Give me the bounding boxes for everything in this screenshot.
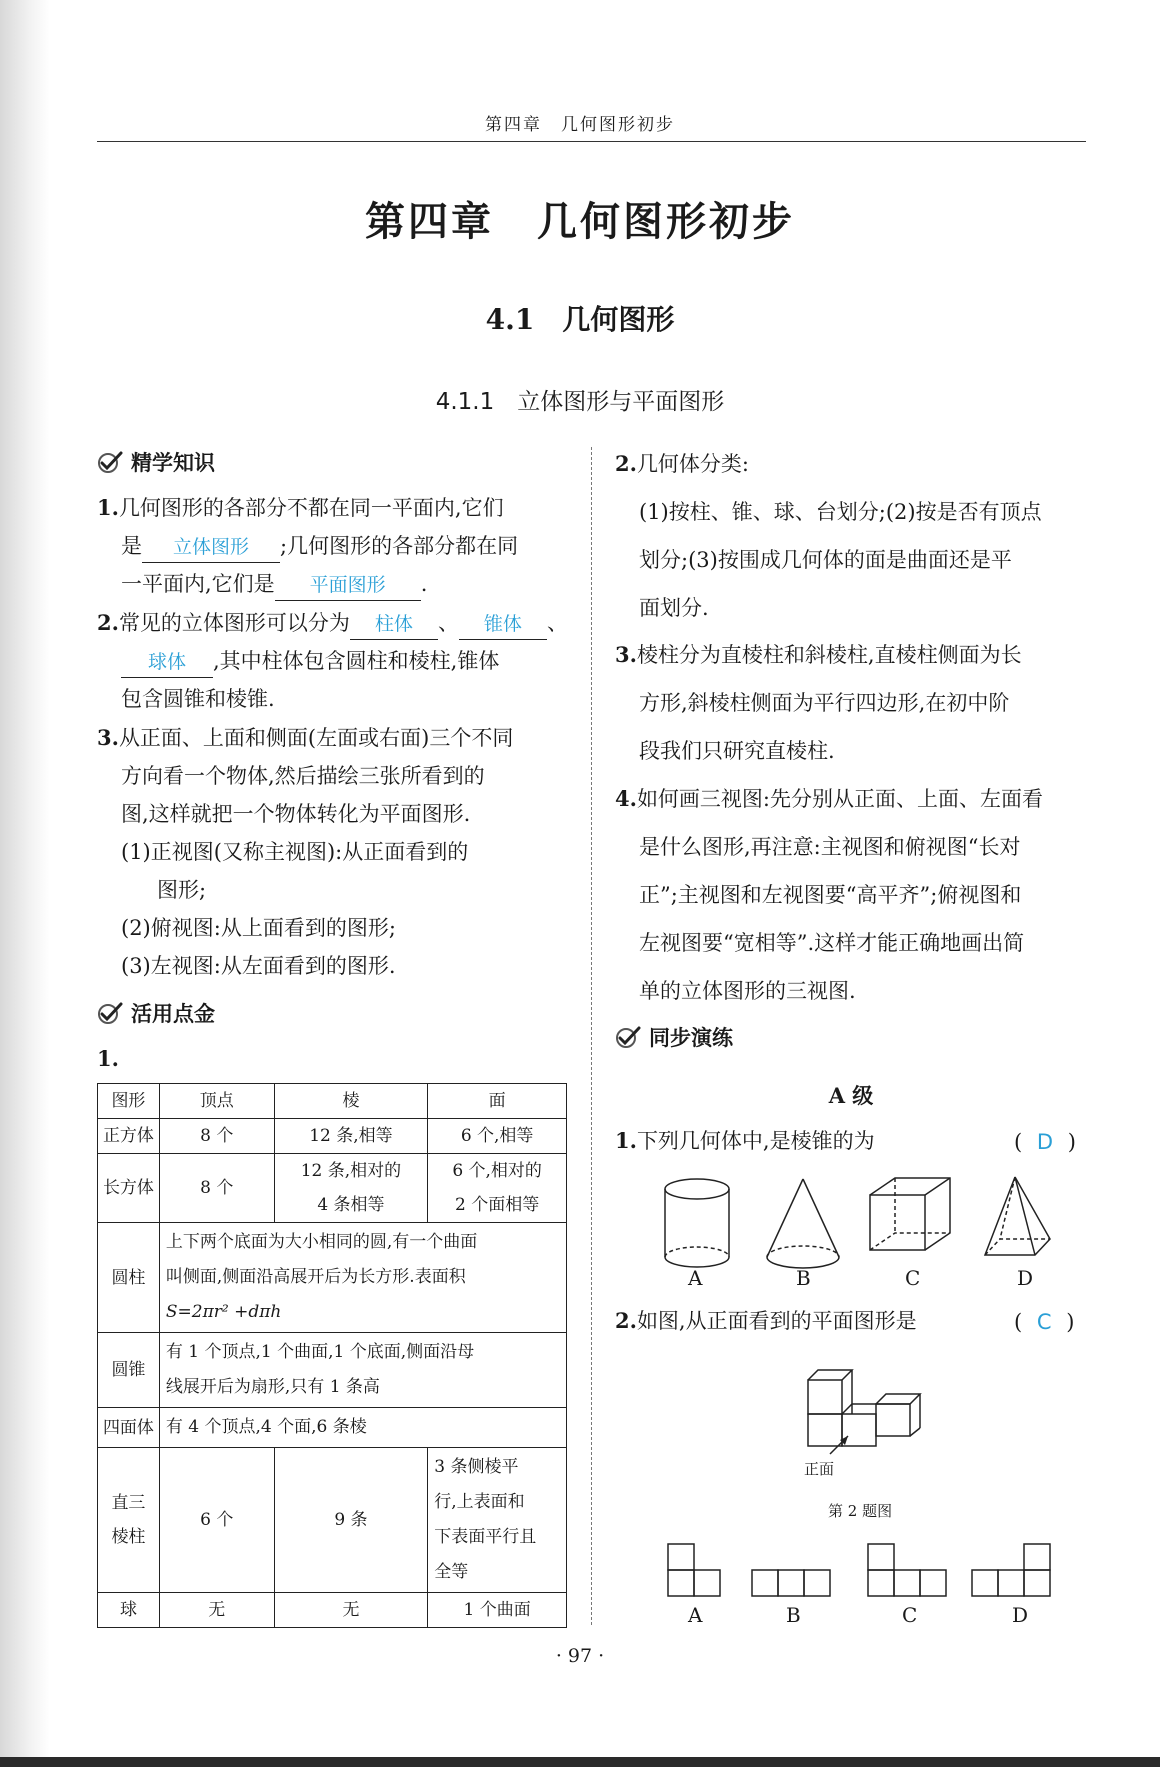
- cell-line: 线展开后为扇形,只有 1 条高: [165, 1377, 380, 1397]
- text: .: [420, 572, 428, 596]
- option-label: A: [688, 1603, 703, 1627]
- item-number: 4.: [615, 786, 637, 811]
- table-row: [98, 1408, 567, 1448]
- table-row: [98, 1448, 567, 1593]
- text: 划分;(3)按围成几何体的面是曲面还是平: [639, 548, 1012, 572]
- cell: 1 个曲面: [428, 1593, 567, 1628]
- option-d-shape: [972, 1544, 1050, 1596]
- text: 从正面、上面和侧面(左面或右面)三个不同: [118, 726, 514, 750]
- text: (2)俯视图:从上面看到的图形;: [121, 916, 396, 940]
- option-label: A: [688, 1266, 703, 1290]
- text: 图形;: [157, 878, 207, 902]
- item-number: 3.: [615, 642, 637, 667]
- cell: 有 4 个顶点,4 个面,6 条棱: [159, 1408, 566, 1448]
- answer-blank: 球体: [121, 647, 213, 678]
- text: 常见的立体图形可以分为: [118, 611, 350, 635]
- cell: 12 条,相等: [274, 1119, 428, 1154]
- q2-cube-stack-figure: [800, 1358, 925, 1458]
- cone-shape: [767, 1179, 839, 1268]
- practice-heading-text: 同步演练: [649, 1026, 733, 1050]
- text: ,其中柱体包含圆柱和棱柱,锥体: [213, 649, 500, 673]
- header-cell: 图形: [98, 1084, 160, 1119]
- answer-blank: 柱体: [350, 609, 438, 640]
- q1-solids-figure: [655, 1175, 1075, 1285]
- cell-line: 全等: [434, 1562, 469, 1582]
- answer-bracket: [1014, 1310, 1074, 1334]
- applied-heading-text: 活用点金: [131, 1002, 215, 1026]
- option-a-shape: [668, 1544, 720, 1596]
- cell-line: 直三: [111, 1493, 146, 1513]
- text: 、: [546, 611, 568, 635]
- text: 方形,斜棱柱侧面为平行四边形,在初中阶: [639, 691, 1010, 715]
- answer: D: [1036, 1130, 1054, 1154]
- option-label: D: [1012, 1603, 1029, 1627]
- answer-blank: 平面图形: [275, 570, 421, 601]
- text: 包含圆锥和棱锥.: [121, 687, 275, 711]
- cell: [274, 1154, 428, 1223]
- question-text: 如图,从正面看到的平面图形是: [636, 1309, 917, 1333]
- cell-line: 有 1 个顶点,1 个曲面,1 个底面,侧面沿母: [165, 1342, 475, 1362]
- cell-line: 上下两个底面为大小相同的圆,有一个曲面: [165, 1232, 478, 1252]
- text: (3)左视图:从左面看到的图形.: [121, 954, 396, 978]
- table-row: [98, 1119, 567, 1154]
- answer-blank: 立体图形: [142, 532, 280, 563]
- check-badge-icon: [97, 449, 123, 475]
- cell: 圆柱: [98, 1223, 160, 1333]
- cell-line: 6 个,相对的: [452, 1161, 542, 1181]
- practice-heading: [615, 1022, 733, 1052]
- cell-line: S=2πr² +dπh: [165, 1302, 282, 1322]
- text: 方向看一个物体,然后描绘三张所看到的: [121, 764, 485, 788]
- text: 正”;主视图和左视图要“高平齐”;俯视图和: [639, 883, 1022, 907]
- table-row: [98, 1593, 567, 1628]
- answer-bracket: [1014, 1130, 1076, 1154]
- check-badge-icon: [615, 1024, 641, 1050]
- right-item-3: [615, 631, 1085, 775]
- text: 面划分.: [639, 596, 709, 620]
- text: 如何画三视图:先分别从正面、上面、左面看: [636, 787, 1044, 811]
- table-row: [98, 1154, 567, 1223]
- question-2: [615, 1302, 917, 1340]
- cell-line: 2 个面相等: [455, 1195, 540, 1215]
- knowledge-item-1: [97, 489, 577, 603]
- item-number: 2.: [97, 610, 119, 635]
- knowledge-heading-text: 精学知识: [131, 451, 215, 475]
- cell: 6 个,相等: [428, 1119, 567, 1154]
- cell-line: 12 条,相对的: [300, 1161, 402, 1181]
- text: 几何图形的各部分不都在同一平面内,它们: [118, 496, 504, 520]
- cell: [428, 1448, 567, 1593]
- geometry-table: [97, 1083, 567, 1628]
- running-header: 第四章 几何图形初步: [485, 115, 675, 135]
- option-b-shape: [752, 1570, 830, 1596]
- cell: 球: [98, 1593, 160, 1628]
- applied-heading: [97, 998, 215, 1028]
- bracket-open: (: [1014, 1130, 1023, 1154]
- column-divider: [591, 447, 592, 1625]
- cell: 9 条: [274, 1448, 428, 1593]
- front-label: 正面: [804, 1460, 835, 1478]
- cylinder-shape: [665, 1179, 729, 1267]
- knowledge-item-3: [97, 719, 577, 985]
- item-number: 3.: [97, 725, 119, 750]
- table-row: [98, 1223, 567, 1333]
- check-badge-icon: [97, 1000, 123, 1026]
- bottom-edge: [0, 1757, 1160, 1767]
- bracket-close: ): [1067, 1130, 1076, 1154]
- text: 段我们只研究直棱柱.: [639, 739, 835, 763]
- text: 单的立体图形的三视图.: [639, 979, 856, 1003]
- cell: [159, 1223, 566, 1333]
- option-label: C: [905, 1266, 921, 1290]
- q2-options-figure: [660, 1540, 1080, 1602]
- text: 左视图要“宽相等”.这样才能正确地画出简: [639, 931, 1025, 955]
- cell: 正方体: [98, 1119, 160, 1154]
- page-number: · 97 ·: [555, 1645, 605, 1667]
- cell-line: 下表面平行且: [434, 1527, 537, 1547]
- right-item-4: [615, 775, 1085, 1015]
- cell: [428, 1154, 567, 1223]
- cell-line: 棱柱: [111, 1527, 146, 1547]
- answer-blank: 锥体: [459, 609, 547, 640]
- bracket-open: (: [1014, 1310, 1023, 1334]
- figure-caption: 第 2 题图: [828, 1502, 893, 1520]
- subsection-title: 4.1.1 立体图形与平面图形: [435, 389, 725, 415]
- cell: 四面体: [98, 1408, 160, 1448]
- cell: 6 个: [159, 1448, 274, 1593]
- question-text: 下列几何体中,是棱锥的为: [636, 1129, 875, 1153]
- cell-line: 行,上表面和: [434, 1492, 525, 1512]
- cell: 圆锥: [98, 1333, 160, 1408]
- text: 是: [121, 534, 142, 558]
- text: ;几何图形的各部分都在同: [280, 534, 519, 558]
- cell-line: 4 条相等: [317, 1195, 385, 1215]
- table-header-row: [98, 1084, 567, 1119]
- question-1: [615, 1122, 875, 1160]
- header-cell: 顶点: [159, 1084, 274, 1119]
- item-number: 1.: [615, 1128, 637, 1153]
- section-title: 4.1 几何图形: [485, 303, 675, 336]
- cell: [98, 1448, 160, 1593]
- cell-line: 叫侧面,侧面沿高展开后为长方形.表面积: [165, 1267, 466, 1287]
- knowledge-item-2: [97, 604, 577, 718]
- text: 一平面内,它们是: [121, 572, 275, 596]
- chapter-title: 第四章 几何图形初步: [365, 199, 795, 245]
- cell: 长方体: [98, 1154, 160, 1223]
- header-cell: 棱: [274, 1084, 428, 1119]
- cell: 无: [274, 1593, 428, 1628]
- right-item-2: [615, 440, 1085, 632]
- knowledge-heading: [97, 447, 215, 477]
- item-number: 2.: [615, 451, 637, 476]
- text: 几何体分类:: [636, 452, 750, 476]
- option-label: B: [786, 1603, 801, 1627]
- header-rule: [97, 141, 1086, 142]
- option-label: C: [902, 1603, 918, 1627]
- level-label: A 级: [828, 1083, 874, 1108]
- option-label: D: [1017, 1266, 1034, 1290]
- text: 棱柱分为直棱柱和斜棱柱,直棱柱侧面为长: [636, 643, 1022, 667]
- cell: [159, 1333, 566, 1408]
- option-c-shape: [868, 1544, 946, 1596]
- book-spine-shadow: [0, 0, 50, 1767]
- text: 、: [437, 611, 459, 635]
- pyramid-shape: [985, 1177, 1050, 1255]
- text: 图,这样就把一个物体转化为平面图形.: [121, 802, 471, 826]
- item-number: 1.: [97, 495, 119, 520]
- text: (1)正视图(又称主视图):从正面看到的: [121, 840, 469, 864]
- table-row: [98, 1333, 567, 1408]
- cell-line: 3 条侧棱平: [434, 1457, 519, 1477]
- answer: C: [1036, 1310, 1052, 1334]
- cube-shape: [870, 1178, 950, 1250]
- bracket-close: ): [1066, 1310, 1075, 1334]
- cell: 无: [159, 1593, 274, 1628]
- option-label: B: [796, 1266, 811, 1290]
- cell: 8 个: [159, 1119, 274, 1154]
- cell: 8 个: [159, 1154, 274, 1223]
- text: 是什么图形,再注意:主视图和俯视图“长对: [639, 835, 1021, 859]
- header-cell: 面: [428, 1084, 567, 1119]
- text: (1)按柱、锥、球、台划分;(2)按是否有顶点: [639, 500, 1042, 524]
- item-number: 2.: [615, 1308, 637, 1333]
- applied-item-number: 1.: [97, 1046, 119, 1071]
